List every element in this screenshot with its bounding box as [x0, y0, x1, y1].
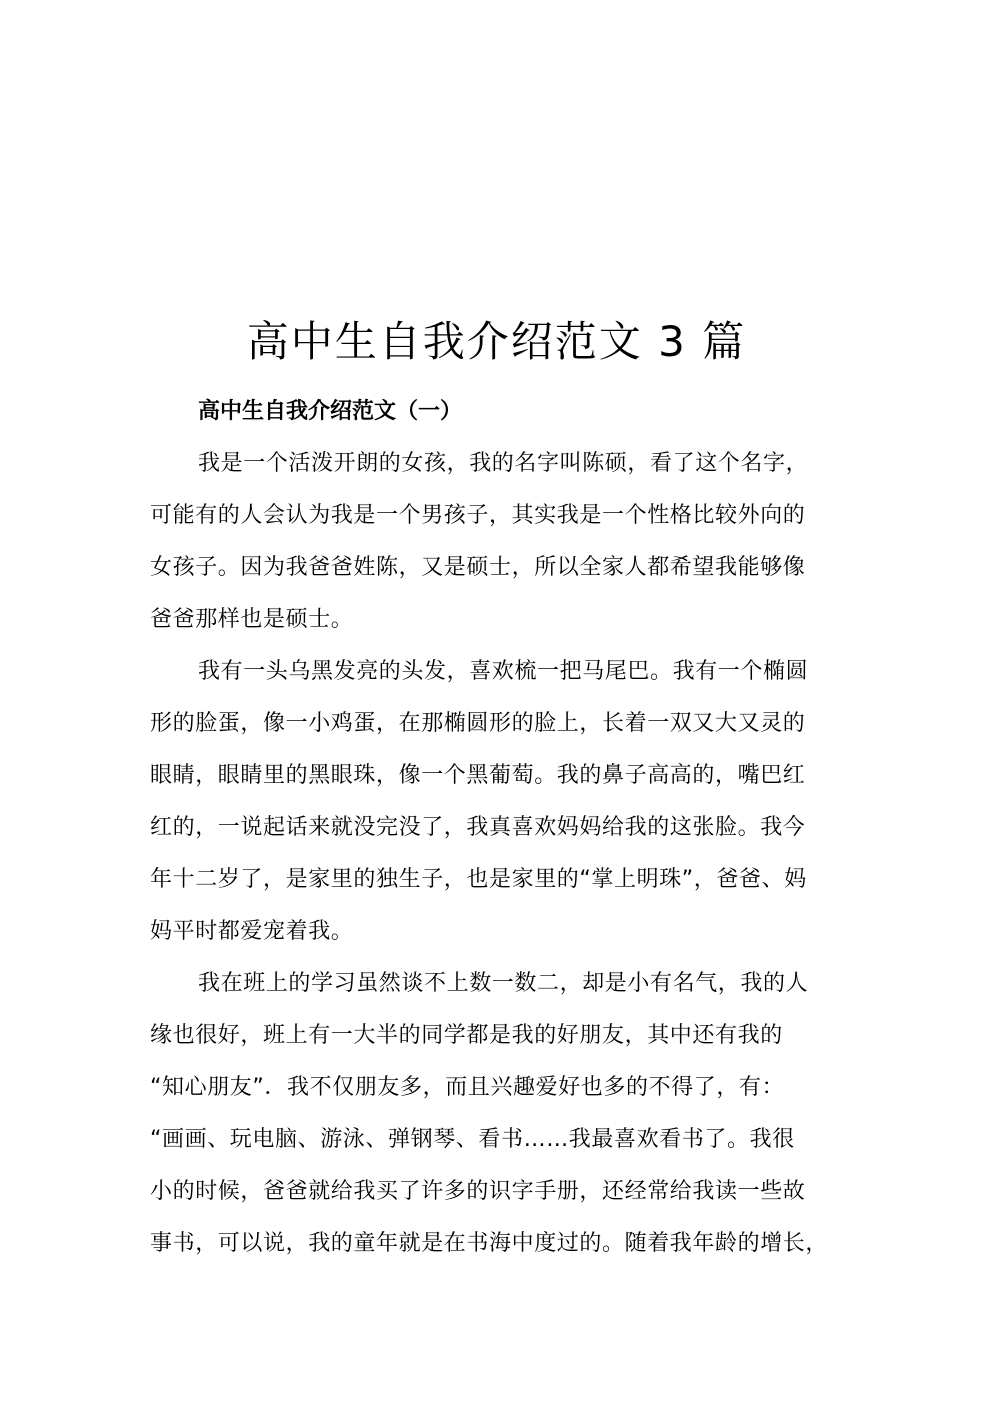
paragraph-line: 妈平时都爱宠着我。 [150, 919, 354, 944]
paragraph-line: “画画、玩电脑、游泳、弹钢琴、看书……我最喜欢看书了。我很 [150, 1127, 795, 1152]
paragraph-line: 眼睛，眼睛里的黑眼珠，像一个黑葡萄。我的鼻子高高的，嘴巴红 [150, 763, 806, 788]
paragraph-line: “知心朋友”．我不仅朋友多，而且兴趣爱好也多的不得了，有： [150, 1075, 785, 1100]
paragraph-line: 形的脸蛋，像一小鸡蛋，在那椭圆形的脸上，长着一双又大又灵的 [150, 711, 806, 736]
paragraph-line: 缘也很好，班上有一大半的同学都是我的好朋友，其中还有我的 [150, 1023, 783, 1048]
paragraph-line: 我是一个活泼开朗的女孩，我的名字叫陈硕，看了这个名字， [198, 451, 809, 476]
paragraph-line: 我有一头乌黑发亮的头发，喜欢梳一把马尾巴。我有一个椭圆 [198, 659, 809, 684]
paragraph-line: 小的时候，爸爸就给我买了许多的识字手册，还经常给我读一些故 [150, 1179, 806, 1204]
section-heading: 高中生自我介绍范文（一） [198, 399, 463, 424]
paragraph-line: 红的，一说起话来就没完没了，我真喜欢妈妈给我的这张脸。我今 [150, 815, 806, 840]
paragraph-line: 可能有的人会认为我是一个男孩子，其实我是一个性格比较外向的 [150, 503, 806, 528]
paragraph-line: 爸爸那样也是硕士。 [150, 607, 354, 632]
document-title: 高中生自我介绍范文 3 篇 [246, 317, 747, 366]
paragraph-line: 我在班上的学习虽然谈不上数一数二，却是小有名气，我的人 [198, 971, 809, 996]
paragraph-line: 年十二岁了，是家里的独生子，也是家里的“掌上明珠”，爸爸、妈 [150, 867, 807, 892]
paragraph-line: 事书，可以说，我的童年就是在书海中度过的。随着我年龄的增长， [150, 1231, 829, 1256]
paragraph-line: 女孩子。因为我爸爸姓陈，又是硕士，所以全家人都希望我能够像 [150, 555, 806, 580]
